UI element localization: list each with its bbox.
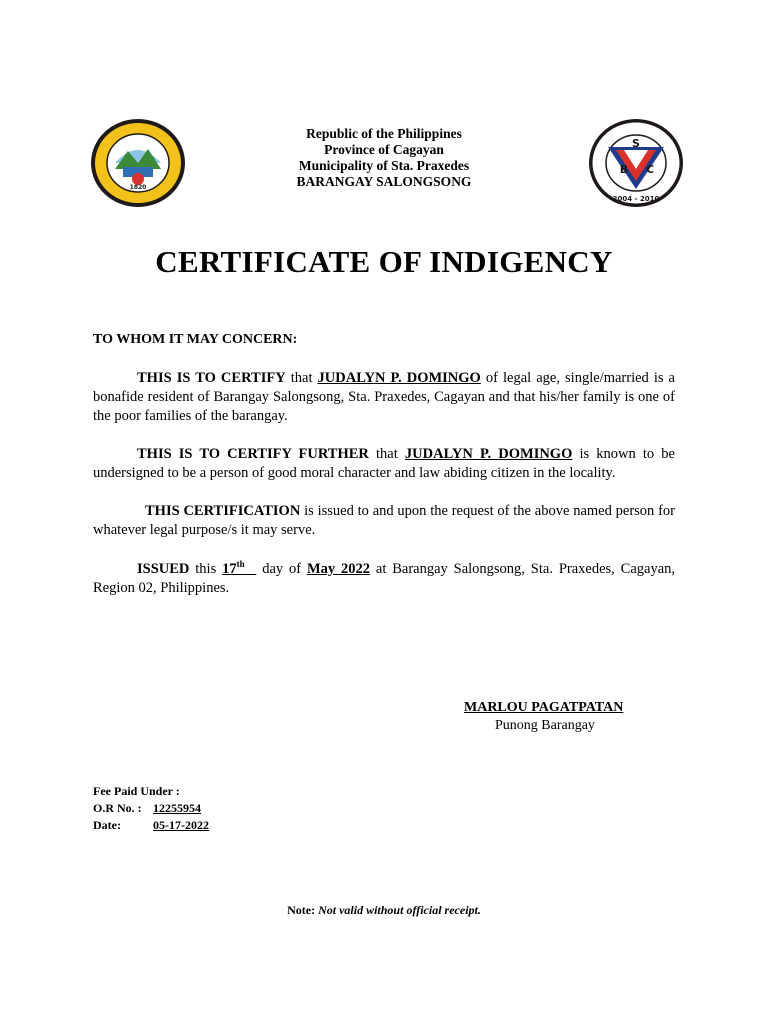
para4-rest: at Barangay Salongsong, Sta. Praxedes, Cagayan, Region 02, Philippines. [93, 561, 676, 596]
salutation: TO WHOM IT MAY CONCERN: [93, 332, 298, 347]
para1-that: that [285, 370, 318, 386]
date-value: 05-17-2022 [153, 818, 209, 832]
para3-lead: THIS CERTIFICATION [145, 503, 301, 519]
certificate-title: CERTIFICATE OF INDIGENCY [155, 244, 613, 279]
issue-month-year: May 2022 [306, 561, 371, 577]
receipt-note [0, 903, 768, 918]
header-barangay: BARANGAY SALONGSONG [296, 174, 472, 189]
seal-right-letter-c: C [645, 163, 655, 176]
para1-rest: of legal age, single/married is a bonafide resident of Barangay Salongsong, Sta. Praxedes, Cagayan and that his/her family is one of the poor families of the barangay. [93, 370, 675, 424]
para2-name: JUDALYN P. DOMINGO [404, 446, 573, 462]
seal-right-letter-b: B [619, 163, 629, 176]
para4-this: this [189, 561, 223, 577]
header-municipality: Municipality of Sta. Praxedes [298, 158, 470, 173]
para1-name: JUDALYN P. DOMINGO [317, 370, 481, 386]
header-province: Province of Cagayan [324, 142, 444, 157]
paragraph-certify-further [93, 445, 675, 483]
paragraph-certification [93, 502, 675, 540]
issue-day: 17th [222, 559, 245, 577]
note-text: Not valid without official receipt. [318, 903, 481, 917]
para2-lead: THIS IS TO CERTIFY FURTHER [137, 446, 369, 462]
or-number-label: O.R No. : [93, 801, 142, 815]
note-label: Note: [287, 903, 316, 917]
or-number-value: 12255954 [153, 801, 201, 815]
document-header [0, 126, 768, 190]
seal-right-letter-s: S [632, 137, 640, 150]
para2-that: that [368, 446, 405, 462]
fee-block [93, 783, 209, 834]
date-label: Date: [93, 818, 121, 832]
paragraph-certify [93, 369, 675, 426]
para1-lead: THIS IS TO CERTIFY [137, 370, 286, 386]
paragraph-issued [93, 560, 675, 598]
header-republic: Republic of the Philippines [306, 126, 462, 141]
signatory-name: MARLOU PAGATPATAN [464, 700, 624, 715]
para4-day-of: day of [256, 561, 307, 577]
seal-left-year: 1820 [129, 184, 147, 191]
para2-rest: is known to be undersigned to be a person of good moral character and law abiding citizen in the locality. [93, 446, 675, 481]
seal-right-years: 2004 - 2010 [612, 195, 660, 203]
para4-lead: ISSUED [137, 561, 190, 577]
fee-heading: Fee Paid Under : [93, 784, 180, 798]
signatory-position: Punong Barangay [495, 718, 595, 733]
para3-rest: is issued to and upon the request of the above named person for whatever legal purpose/s it may serve. [93, 503, 675, 538]
